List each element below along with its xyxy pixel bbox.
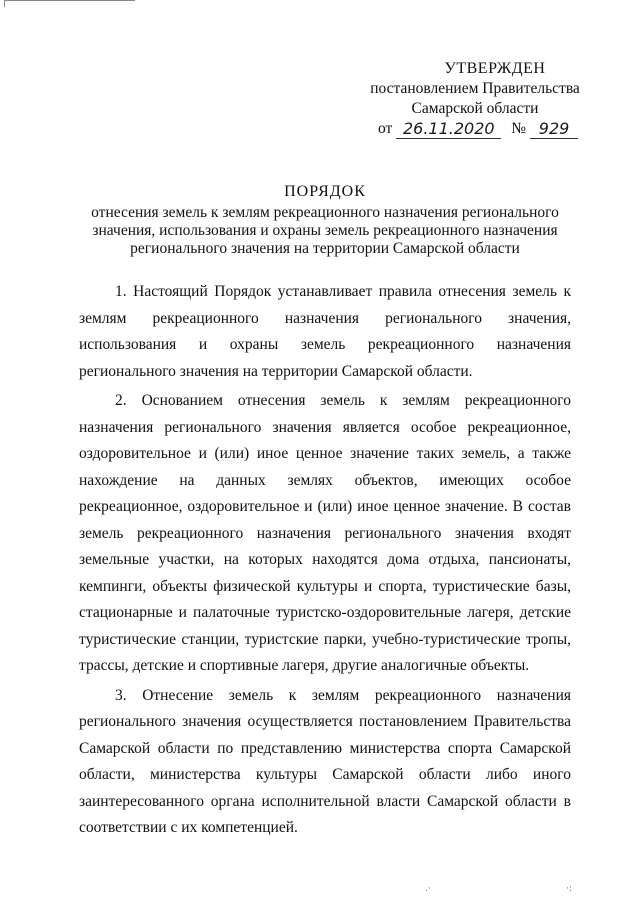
- paragraph-3: 3. Отнесение земель к землям рекреационного назначения регионального значения осуществляется постановлением Правительства Самарской области по представлению министерства спорта Самарской области, министерства культуры Самарской области либо иного заинтересованного органа исполнительной власти Самарской области в соответствии с их компетенцией.: [79, 686, 571, 836]
- approval-line-2: Самарской области: [411, 100, 539, 117]
- handwritten-number: 929: [530, 120, 578, 139]
- number-sign: №: [511, 120, 527, 137]
- date-prefix: от: [377, 120, 393, 137]
- approval-line-1: постановлением Правительства: [370, 80, 580, 97]
- approval-date-line: [330, 119, 620, 139]
- document-subtitle-line-3: регионального значения на территории Самарской области: [130, 240, 520, 257]
- scan-edge-mark: [4, 0, 135, 7]
- document-title: ПОРЯДОК: [284, 183, 366, 200]
- handwritten-date: 26.11.2020: [396, 120, 501, 139]
- approval-title: УТВЕРЖДЕН: [444, 60, 546, 77]
- paragraph-2: 2. Основанием отнесения земель к землям рекреационного назначения регионального значения является особое рекреационное, оздоровительное и (или) иное ценное значение таких земель, а также нахождение на данных землях объектов, имеющих особое рекреационное, оздоровительное и (или) иное ценное значение. В состав земель рекреационного назначения регионального значения входят земельные участки, на которых находятся дома отдыха, пансионаты, кемпинги, объекты физической культуры и спорта, туристические базы, стационарные и палаточные туристско-оздоровительные лагеря, детские туристические станции, туристские парки, учебно-туристические тропы, трассы, детские и спортивные лагеря, другие аналогичные объекты.: [79, 392, 571, 674]
- document-subtitle-line-1: отнесения земель к землям рекреационного назначения регионального: [91, 204, 559, 221]
- scan-speck: ·:: [566, 884, 572, 894]
- paragraph-1: 1. Настоящий Порядок устанавливает правила отнесения земель к землям рекреационного назначения регионального значения, использования и охраны земель рекреационного назначения регионального значения на территории Самарской области.: [79, 283, 571, 380]
- document-subtitle-line-2: значения, использования и охраны земель рекреационного назначения: [92, 222, 558, 239]
- approval-stamp-block: [330, 59, 620, 139]
- document-body: [79, 279, 571, 845]
- scan-speck: .·: [425, 884, 431, 894]
- document-heading: [60, 183, 590, 258]
